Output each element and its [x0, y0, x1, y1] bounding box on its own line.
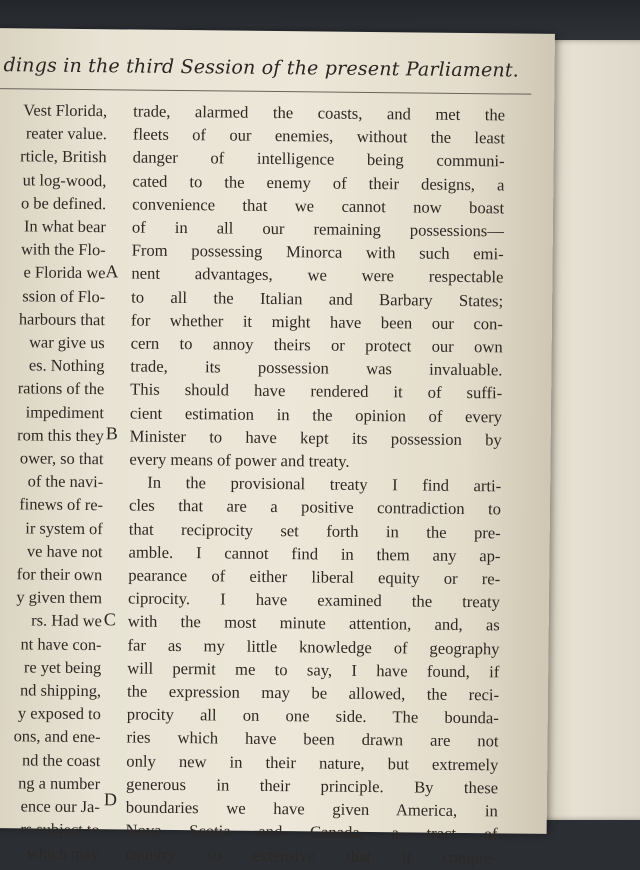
- body-text-line: Minister to have kept its possession by: [129, 426, 502, 450]
- body-text-line: far as my little knowledge of geography: [127, 635, 500, 659]
- left-column-line: nt have con-: [20, 634, 102, 654]
- left-column-line: nd shipping,: [19, 680, 102, 701]
- left-column-line: ssion of Flo-: [22, 285, 106, 306]
- body-text-line: nent advantages, we were respectable: [131, 263, 504, 287]
- body-text-line: for whether it might have been our con-: [130, 310, 504, 334]
- right-column-text: [125, 100, 505, 870]
- body-text-line: ciprocity. I have examined the treaty: [127, 588, 501, 612]
- body-text-line: Nova Scotia and Canada, a tract of: [125, 820, 498, 844]
- body-text-line: country so extensive that it compre-: [125, 843, 498, 867]
- body-text-line: trade, its possession was invaluable.: [130, 356, 503, 380]
- left-column-line: ng a number: [18, 773, 101, 794]
- left-column-line: ons, and ene-: [13, 726, 101, 747]
- left-column-line: harbours that: [18, 309, 106, 330]
- left-column-line: nd the coast: [21, 750, 101, 770]
- left-column-line: ve have not: [26, 541, 103, 562]
- left-column-line: war give us: [29, 332, 105, 353]
- margin-letter-c: C: [103, 609, 116, 630]
- body-text-line: cient estimation in the opinion of every: [129, 403, 503, 427]
- left-column-line: rs. Had we: [31, 610, 102, 631]
- left-column-line: o be defined.: [20, 193, 107, 214]
- body-text-line: cated to the enemy of their designs, a: [132, 171, 505, 195]
- body-text-line: From possessing Minorca with such emi-: [131, 240, 504, 264]
- body-text-line: cles that are a positive contradiction to: [128, 495, 502, 519]
- body-text-line: procity all on one side. The bounda-: [126, 704, 499, 728]
- left-column-line: ut log-wood,: [22, 169, 107, 190]
- body-text-line: will permit me to say, I have found, if: [127, 658, 500, 682]
- margin-letter-d: D: [103, 789, 118, 810]
- left-column-line: impediment: [25, 402, 105, 422]
- body-text-line: generous in their principle. By these: [125, 774, 499, 798]
- body-text-line: trade, alarmed the coasts, and met the: [133, 101, 506, 125]
- body-text-line: ries which have been drawn are not: [126, 727, 499, 751]
- left-column-line: ir system of: [25, 518, 103, 538]
- body-text-line: to all the Italian and Barbary States;: [131, 287, 504, 311]
- left-column-line: finews of re-: [19, 494, 104, 515]
- header-rule: [0, 88, 531, 95]
- body-text-line: the expression may be allowed, the reci-: [126, 681, 500, 705]
- left-column-line: y given them: [16, 587, 103, 608]
- left-column-line: rticle, British: [20, 146, 107, 167]
- body-text-line: amble. I cannot find in them any ap-: [128, 542, 501, 566]
- left-column-line: Vest Florida,: [23, 100, 108, 121]
- left-column-line: of the navi-: [27, 471, 104, 492]
- left-column-line: rations of the: [17, 378, 105, 399]
- margin-letter-a: A: [105, 261, 119, 282]
- left-column-line: In what bear: [23, 216, 107, 237]
- running-head: dings in the third Session of the present Parliament.: [3, 54, 520, 82]
- left-column-line: for their own: [16, 564, 103, 585]
- body-text-line: that reciprocity set forth in the pre-: [128, 519, 501, 543]
- facing-page-edge: [540, 40, 640, 820]
- body-text-line: This should have rendered it of suffi-: [130, 379, 503, 403]
- left-column-line: with the Flo-: [20, 239, 106, 260]
- body-text-line: boundaries we have given America, in: [125, 797, 498, 821]
- body-text-line: In the provisional treaty I find arti-: [147, 472, 502, 496]
- body-text-line: of in all our remaining possessions—: [131, 217, 505, 241]
- margin-letter-b: B: [105, 423, 118, 444]
- body-text-line: convenience that we cannot now boast: [132, 194, 505, 218]
- body-text-line: with the most minute attention, and, as: [127, 611, 500, 635]
- body-text-line: danger of intelligence being communi-: [132, 147, 505, 171]
- body-text-line: fleets of our enemies, without the least: [132, 124, 505, 148]
- newspaper-page: [0, 28, 555, 867]
- left-column-fragment: [0, 98, 107, 865]
- body-text-line: every means of power and treaty.: [129, 449, 350, 471]
- left-column-line: rom this they: [17, 425, 104, 446]
- body-text-line: cern to annoy theirs or protect our own: [130, 333, 503, 357]
- left-column-line: e Florida we: [23, 262, 106, 283]
- left-column-line: es. Nothing: [28, 355, 105, 376]
- left-column-line: reater value.: [25, 123, 107, 144]
- left-column-line: ence our Ja-: [20, 796, 100, 817]
- left-column-line: rs subject to: [20, 819, 100, 840]
- body-text-line: pearance of either liberal equity or re-: [128, 565, 501, 589]
- left-column-line: which may: [26, 842, 100, 863]
- body-text-line: only new in their nature, but extremely: [126, 751, 499, 775]
- left-column-line: ower, so that: [19, 448, 104, 469]
- left-column-line: y exposed to: [17, 703, 101, 724]
- left-column-line: re yet being: [23, 657, 102, 678]
